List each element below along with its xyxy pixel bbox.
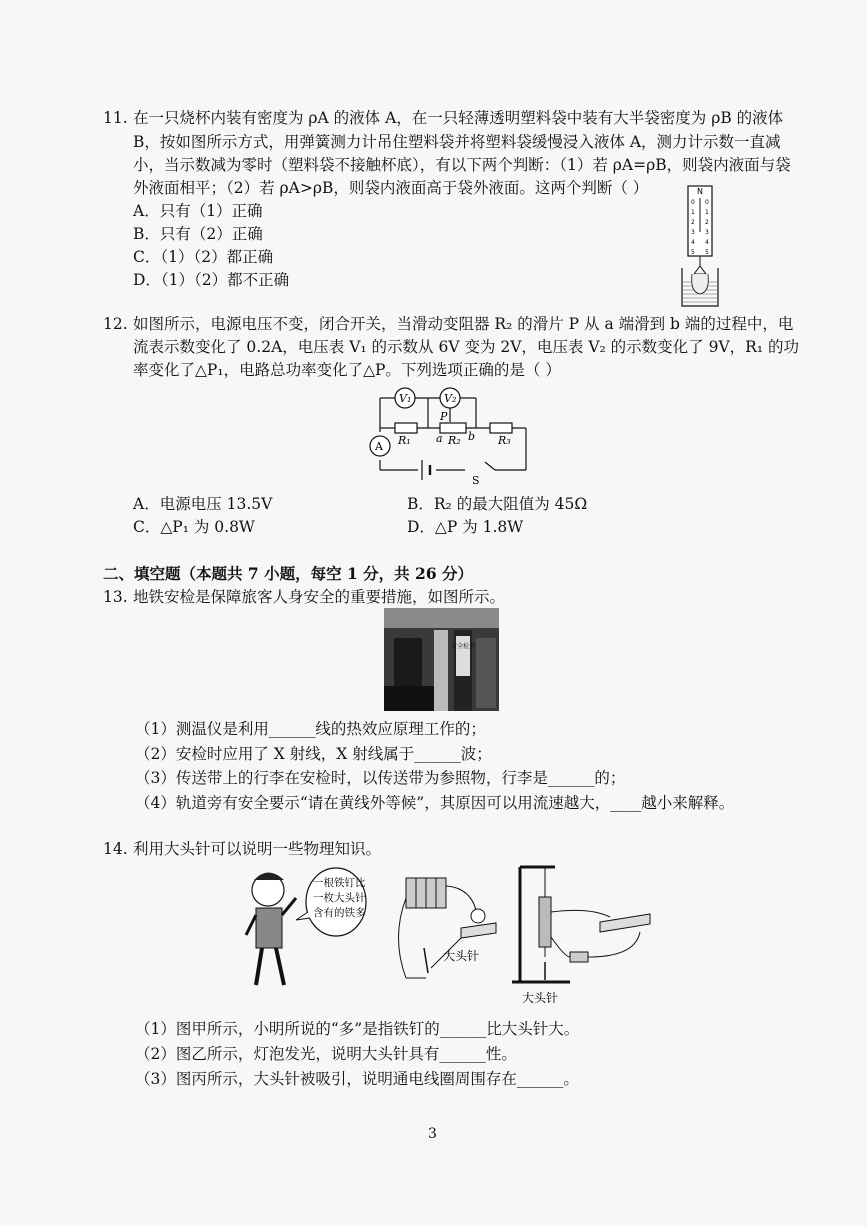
q12-option-a: A．电源电压 13.5V: [133, 495, 273, 513]
slider-p-label: P: [440, 410, 448, 423]
q14-stem: 利用大头针可以说明一些物理知识。: [133, 840, 382, 858]
q13-number: 13.: [103, 588, 128, 606]
q13-item-1: （1）测温仪是利用______线的热效应原理工作的；: [135, 720, 486, 738]
end-b-label: b: [468, 430, 476, 443]
end-a-label: a: [436, 432, 443, 445]
q11-line-1: 在一只烧杯内装有密度为 ρA 的液体 A，在一只轻薄透明塑料袋中装有大半袋密度为 ρB 的液体: [133, 109, 784, 127]
svg-text:1: 1: [705, 209, 709, 216]
r2-label: R₂: [448, 434, 461, 447]
q11-option-a: A．只有（1）正确: [133, 202, 263, 220]
photo-sign: 安全检查: [450, 643, 476, 650]
circuit-diagram: [360, 380, 540, 486]
spring-scale-figure: [676, 182, 726, 310]
bubble-line-2: 一枚大头针: [313, 892, 366, 904]
q11-line-4: 外液面相平；（2）若 ρA>ρB，则袋内液面高于袋外液面。这两个判断（ ）: [133, 179, 649, 197]
q11-option-d: D．（1）（2）都不正确: [133, 271, 290, 289]
svg-text:1: 1: [691, 209, 695, 216]
svg-text:3: 3: [691, 229, 695, 236]
scale-unit-letter: N: [697, 187, 703, 196]
section-title: 二、填空题（本题共 7 小题，每空 1 分，共 26 分）: [103, 564, 474, 583]
q11-number: 11.: [103, 109, 128, 127]
page-number: 3: [428, 1126, 437, 1142]
q12-line-1: 如图所示，电源电压不变，闭合开关，当滑动变阻器 R₂ 的滑片 P 从 a 端滑到 b 端的过程中，电: [133, 315, 794, 333]
figure-boy-speech: [238, 860, 368, 995]
figure-electromagnet: [510, 862, 660, 1007]
q13-stem: 地铁安检是保障旅客人身安全的重要措施，如图所示。: [133, 588, 506, 606]
svg-text:2: 2: [705, 219, 709, 226]
bubble-line-3: 含有的铁多: [313, 907, 366, 919]
q11-option-b: B．只有（2）正确: [133, 225, 263, 243]
v2-label: V₂: [444, 392, 457, 405]
q14-item-2: （2）图乙所示，灯泡发光，说明大头针具有______性。: [135, 1045, 517, 1063]
v1-label: V₁: [399, 392, 412, 405]
svg-text:5: 5: [705, 249, 709, 256]
q13-item-2: （2）安检时应用了 X 射线，X 射线属于______波；: [135, 745, 492, 763]
bubble-line-1: 一根铁钉比: [313, 877, 366, 889]
figure-bulb-circuit: [386, 868, 504, 993]
svg-text:4: 4: [691, 239, 695, 246]
security-check-photo: [384, 608, 499, 711]
r3-label: R₃: [498, 434, 511, 447]
q11-option-c: C．（1）（2）都正确: [133, 248, 274, 266]
svg-text:5: 5: [691, 249, 695, 256]
q12-line-2: 流表示数变化了 0.2A，电压表 V₁ 的示数从 6V 变为 2V，电压表 V₂ 的示数变化了 9V，R₁ 的功: [133, 338, 799, 356]
pin-label-c: 大头针: [522, 991, 559, 1005]
q14-item-3: （3）图丙所示，大头针被吸引，说明通电线圈周围存在______。: [135, 1070, 579, 1088]
svg-text:4: 4: [705, 239, 709, 246]
q12-option-c: C．△P₁ 为 0.8W: [133, 518, 255, 536]
q13-item-4: （4）轨道旁有安全要示“请在黄线外等候”，其原因可以用流速越大，____越小来解释。: [135, 794, 735, 812]
q11-line-3: 小，当示数减为零时（塑料袋不接触杯底），有以下两个判断：（1）若 ρA=ρB，则袋内液面与袋: [133, 156, 791, 174]
q12-option-d: D．△P 为 1.8W: [407, 518, 524, 536]
q12-number: 12.: [103, 315, 128, 333]
svg-text:0: 0: [705, 199, 709, 206]
r1-label: R₁: [398, 434, 411, 447]
q14-item-1: （1）图甲所示，小明所说的“多”是指铁钉的______比大头针大。: [135, 1020, 580, 1038]
q14-number: 14.: [103, 840, 128, 858]
svg-text:3: 3: [705, 229, 709, 236]
q12-line-3: 率变化了△P₁，电路总功率变化了△P。下列选项正确的是（ ）: [133, 361, 561, 379]
svg-text:0: 0: [691, 199, 695, 206]
q12-option-b: B．R₂ 的最大阻值为 45Ω: [407, 495, 588, 513]
pin-label-b: 大头针: [443, 949, 480, 963]
ammeter-label: A: [375, 440, 383, 453]
switch-label: S: [472, 474, 480, 486]
svg-text:2: 2: [691, 219, 695, 226]
q11-line-2: B，按如图所示方式，用弹簧测力计吊住塑料袋并将塑料袋缓慢浸入液体 A，测力计示数一直减: [133, 133, 781, 151]
q13-item-3: （3）传送带上的行李在安检时，以传送带为参照物，行李是______的；: [135, 769, 626, 787]
